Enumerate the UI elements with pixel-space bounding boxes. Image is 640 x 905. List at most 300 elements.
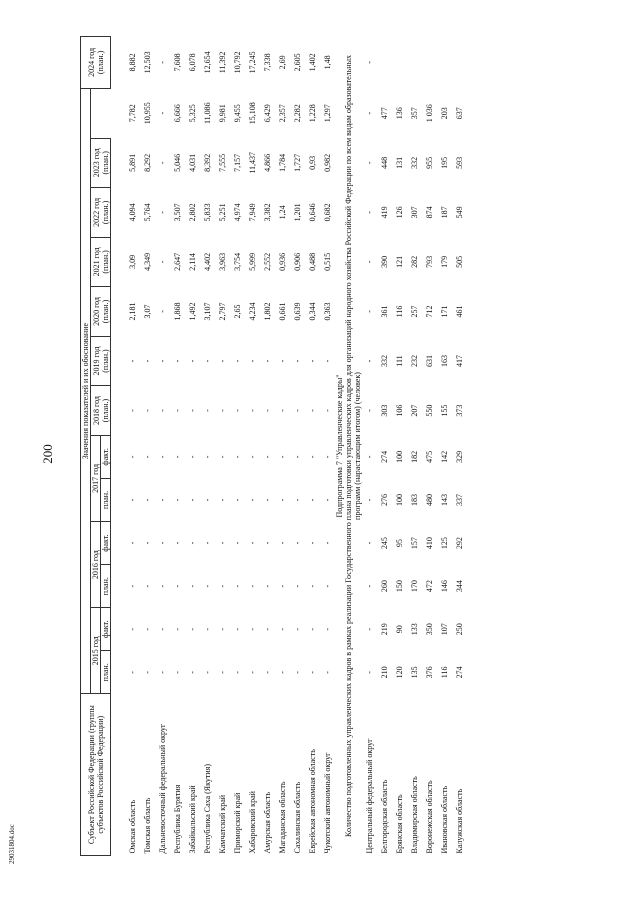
table-cell: - bbox=[203, 627, 212, 631]
year-2015-header: 2015 год bbox=[91, 608, 101, 694]
table-cell: 11,392 bbox=[218, 51, 227, 74]
col-2015-fact: факт. bbox=[101, 608, 111, 651]
col-2017-plan: план. bbox=[101, 478, 111, 521]
table-cell: 303 bbox=[380, 404, 389, 417]
col-2021: 2021 год (план.) bbox=[91, 237, 111, 287]
col-2017-fact: факт. bbox=[101, 435, 111, 478]
table-cell: 146 bbox=[440, 580, 449, 593]
table-cell: 171 bbox=[440, 305, 449, 318]
table-cell: - bbox=[293, 455, 302, 459]
table-cell: 203 bbox=[440, 107, 449, 120]
col-2019: 2019 год (план.) bbox=[91, 336, 111, 386]
table-cell: - bbox=[278, 627, 287, 631]
table-cell: - bbox=[233, 584, 242, 588]
table-cell: - bbox=[128, 409, 137, 412]
table-cell: 4,402 bbox=[203, 252, 212, 271]
table-cell: 187 bbox=[440, 206, 449, 219]
table-cell bbox=[377, 37, 392, 89]
table-cell: - bbox=[218, 584, 227, 588]
table-cell: - bbox=[233, 359, 242, 363]
table-cell: - bbox=[263, 584, 272, 588]
table-cell: 2,357 bbox=[278, 104, 287, 123]
table-row bbox=[125, 37, 140, 856]
table-cell: - bbox=[158, 61, 167, 64]
table-cell: - bbox=[143, 627, 152, 631]
table-cell: - bbox=[203, 455, 212, 459]
table-row bbox=[155, 37, 170, 856]
table-cell: 116 bbox=[395, 305, 404, 318]
table-cell: - bbox=[158, 671, 167, 674]
table-cell: 1,228 bbox=[308, 104, 317, 123]
table-cell: 155 bbox=[440, 404, 449, 417]
region-column-header: Субъект Российской Федерации (группы субъектов Российской Федерации) bbox=[81, 694, 111, 856]
table-cell: 0,363 bbox=[323, 302, 332, 321]
table-row bbox=[185, 37, 200, 856]
table-row bbox=[140, 37, 155, 856]
table-cell: 136 bbox=[395, 107, 404, 120]
table-cell: 3,09 bbox=[128, 254, 137, 269]
table-cell: 505 bbox=[455, 255, 464, 268]
table-cell: 712 bbox=[425, 305, 434, 318]
table-cell: - bbox=[365, 627, 374, 631]
table-cell: - bbox=[158, 627, 167, 631]
table-cell: - bbox=[233, 498, 242, 502]
table-cell: - bbox=[128, 584, 137, 588]
table-body bbox=[111, 37, 468, 856]
table-cell: - bbox=[158, 211, 167, 214]
table-cell: - bbox=[143, 498, 152, 502]
table-cell: 637 bbox=[455, 107, 464, 120]
table-cell: - bbox=[218, 359, 227, 363]
table-cell: 1,784 bbox=[278, 153, 287, 172]
table-cell: 1,802 bbox=[263, 302, 272, 321]
table-cell: - bbox=[278, 455, 287, 459]
table-cell: 7,338 bbox=[263, 53, 272, 72]
table-cell: 1,48 bbox=[323, 55, 332, 70]
table-cell: - bbox=[323, 671, 332, 674]
table-cell: 10,955 bbox=[143, 102, 152, 125]
table-cell: - bbox=[308, 455, 317, 459]
table-cell: 15,108 bbox=[248, 102, 257, 125]
table-cell: - bbox=[278, 671, 287, 674]
table-cell: - bbox=[308, 409, 317, 412]
table-cell: 1,201 bbox=[293, 203, 302, 222]
landscape-sheet bbox=[80, 36, 600, 856]
table-cell: 6,429 bbox=[263, 104, 272, 123]
table-cell: 5,764 bbox=[143, 203, 152, 222]
region-name: Дальневосточный федеральный округ bbox=[158, 723, 167, 854]
table-cell: 125 bbox=[440, 537, 449, 550]
table-cell: 131 bbox=[395, 156, 404, 169]
table-cell: 0,344 bbox=[308, 302, 317, 321]
table-cell: - bbox=[293, 409, 302, 412]
table-cell: - bbox=[158, 498, 167, 502]
table-cell: 0,682 bbox=[323, 203, 332, 222]
table-cell: - bbox=[263, 627, 272, 631]
region-name: Омская область bbox=[128, 800, 137, 854]
region-name: Брянская область bbox=[395, 794, 404, 854]
table-cell: - bbox=[173, 498, 182, 502]
section-row bbox=[335, 37, 344, 856]
document-code: 29031804.doc bbox=[8, 824, 16, 864]
table-cell: 100 bbox=[395, 493, 404, 506]
table-cell: 5,999 bbox=[248, 252, 257, 271]
table-cell: 5,046 bbox=[173, 153, 182, 172]
table-cell: - bbox=[365, 409, 374, 412]
region-name: Еврейская автономная область bbox=[308, 749, 317, 854]
table-cell: - bbox=[248, 671, 257, 674]
region-name: Амурская область bbox=[263, 792, 272, 854]
table-cell: 107 bbox=[440, 623, 449, 636]
table-cell: 135 bbox=[410, 666, 419, 679]
table-cell: - bbox=[233, 671, 242, 674]
table-cell: - bbox=[248, 584, 257, 588]
table-cell: - bbox=[158, 359, 167, 363]
table-cell: 1 036 bbox=[425, 104, 434, 123]
table-cell: 106 bbox=[395, 404, 404, 417]
year-2017-header: 2017 год bbox=[91, 435, 101, 521]
table-cell: 448 bbox=[380, 156, 389, 169]
table-cell: - bbox=[233, 627, 242, 631]
table-cell: - bbox=[248, 359, 257, 363]
table-cell: - bbox=[278, 359, 287, 363]
table-row bbox=[290, 37, 305, 856]
table-cell: - bbox=[293, 498, 302, 502]
table-cell: - bbox=[158, 584, 167, 588]
table-cell: 116 bbox=[440, 666, 449, 679]
table-cell: - bbox=[365, 359, 374, 363]
table-row bbox=[215, 37, 230, 856]
table-cell: - bbox=[263, 498, 272, 502]
table-cell: - bbox=[188, 409, 197, 412]
table-cell: 10,792 bbox=[233, 51, 242, 74]
table-cell: - bbox=[173, 359, 182, 363]
table-cell: 3,507 bbox=[173, 203, 182, 222]
table-cell: 3,963 bbox=[218, 252, 227, 271]
table-cell bbox=[452, 37, 467, 89]
table-cell: 475 bbox=[425, 450, 434, 463]
table-cell: - bbox=[248, 455, 257, 459]
table-header bbox=[81, 37, 111, 856]
table-cell: - bbox=[293, 627, 302, 631]
table-cell: 2,65 bbox=[233, 304, 242, 319]
table-cell: 549 bbox=[455, 206, 464, 219]
table-cell: - bbox=[233, 541, 242, 545]
table-row bbox=[170, 37, 185, 856]
table-cell: - bbox=[365, 498, 374, 502]
region-name: Хабаровский край bbox=[248, 791, 257, 854]
region-name: Центральный федеральный округ bbox=[365, 738, 374, 854]
table-cell: 90 bbox=[395, 625, 404, 634]
table-cell: 142 bbox=[440, 450, 449, 463]
table-cell: - bbox=[248, 409, 257, 412]
table-cell: 550 bbox=[425, 404, 434, 417]
region-name: Томская область bbox=[143, 797, 152, 854]
table-cell: 1,402 bbox=[308, 53, 317, 72]
table-cell: 8,882 bbox=[128, 53, 137, 72]
table-cell: - bbox=[308, 671, 317, 674]
col-2024: 2024 год (план.) bbox=[81, 37, 111, 89]
table-cell: 2,69 bbox=[278, 55, 287, 70]
table-cell: - bbox=[158, 541, 167, 545]
table-cell: 390 bbox=[380, 255, 389, 268]
table-cell: - bbox=[188, 627, 197, 631]
table-cell: 4,234 bbox=[248, 302, 257, 321]
table-cell: 7,782 bbox=[128, 104, 137, 123]
table-cell: - bbox=[173, 584, 182, 588]
table-cell: - bbox=[173, 541, 182, 545]
table-cell: 357 bbox=[410, 107, 419, 120]
table-cell: 274 bbox=[455, 666, 464, 679]
year-2016-header: 2016 год bbox=[91, 522, 101, 608]
table-cell: - bbox=[128, 359, 137, 363]
table-cell: 207 bbox=[410, 404, 419, 417]
table-cell: - bbox=[143, 671, 152, 674]
table-cell: - bbox=[188, 498, 197, 502]
table-cell: - bbox=[233, 455, 242, 459]
table-cell: 183 bbox=[410, 493, 419, 506]
table-cell: - bbox=[218, 498, 227, 502]
table-cell: - bbox=[203, 584, 212, 588]
table-cell: - bbox=[218, 541, 227, 545]
table-cell: - bbox=[188, 455, 197, 459]
table-cell: - bbox=[365, 455, 374, 459]
table-cell: 120 bbox=[395, 666, 404, 679]
table-cell bbox=[407, 37, 422, 89]
table-cell: 7,608 bbox=[173, 53, 182, 72]
table-cell: 195 bbox=[440, 156, 449, 169]
table-cell: - bbox=[173, 671, 182, 674]
table-row bbox=[275, 37, 290, 856]
table-cell: 332 bbox=[410, 156, 419, 169]
region-name: Сахалинская область bbox=[293, 781, 302, 854]
table-cell: - bbox=[188, 671, 197, 674]
table-row bbox=[260, 37, 275, 856]
table-row bbox=[392, 37, 407, 856]
table-cell: - bbox=[233, 409, 242, 412]
table-cell: 2,605 bbox=[293, 53, 302, 72]
table-cell: 480 bbox=[425, 493, 434, 506]
table-cell: - bbox=[278, 541, 287, 545]
region-name: Республика Бурятия bbox=[173, 784, 182, 854]
table-cell: 373 bbox=[455, 404, 464, 417]
table-cell: 793 bbox=[425, 255, 434, 268]
table-cell: 276 bbox=[380, 493, 389, 506]
table-cell: 133 bbox=[410, 623, 419, 636]
table-cell: - bbox=[293, 359, 302, 363]
table-cell: 292 bbox=[455, 537, 464, 550]
table-cell: 4,349 bbox=[143, 252, 152, 271]
table-cell: - bbox=[158, 161, 167, 165]
table-cell: 477 bbox=[380, 107, 389, 120]
table-cell: 232 bbox=[410, 355, 419, 368]
table-cell: 111 bbox=[395, 355, 404, 367]
table-row bbox=[305, 37, 320, 856]
region-name: Владимирская область bbox=[410, 776, 419, 854]
table-cell: - bbox=[323, 498, 332, 502]
table-cell: - bbox=[143, 541, 152, 545]
table-cell: - bbox=[188, 541, 197, 545]
table-cell: 1,297 bbox=[323, 104, 332, 123]
table-cell: 2,282 bbox=[293, 104, 302, 123]
table-cell: - bbox=[365, 541, 374, 545]
table-cell: 955 bbox=[425, 156, 434, 169]
table-cell: 182 bbox=[410, 450, 419, 463]
table-cell: 0,93 bbox=[308, 155, 317, 170]
col-2015-plan: план. bbox=[101, 651, 111, 694]
table-cell: 631 bbox=[425, 355, 434, 368]
table-cell: 376 bbox=[425, 666, 434, 679]
table-cell: - bbox=[323, 584, 332, 588]
table-row bbox=[377, 37, 392, 856]
table-cell: 4,031 bbox=[188, 153, 197, 172]
table-cell: 121 bbox=[395, 255, 404, 268]
table-row bbox=[452, 37, 467, 856]
table-cell: 11,086 bbox=[203, 102, 212, 125]
table-cell: 143 bbox=[440, 493, 449, 506]
table-cell: - bbox=[323, 541, 332, 545]
table-cell bbox=[392, 37, 407, 89]
region-name: Приморский край bbox=[233, 792, 242, 854]
table-row bbox=[362, 37, 377, 856]
table-cell: - bbox=[143, 359, 152, 363]
table-cell: 1,868 bbox=[173, 302, 182, 321]
table-cell: 150 bbox=[395, 580, 404, 593]
table-cell: 4,094 bbox=[128, 203, 137, 222]
table-row bbox=[230, 37, 245, 856]
table-cell: 361 bbox=[380, 305, 389, 318]
col-2020: 2020 год (план.) bbox=[91, 287, 111, 337]
table-cell: - bbox=[143, 584, 152, 588]
table-cell: - bbox=[365, 310, 374, 313]
table-row bbox=[437, 37, 452, 856]
table-cell: 0,639 bbox=[293, 302, 302, 321]
table-cell: 2,647 bbox=[173, 252, 182, 271]
table-cell: - bbox=[158, 310, 167, 313]
table-cell: - bbox=[263, 455, 272, 459]
table-cell: - bbox=[278, 409, 287, 412]
region-name: Республика Саха (Якутия) bbox=[203, 763, 212, 854]
table-cell: - bbox=[278, 584, 287, 588]
table-cell: - bbox=[218, 409, 227, 412]
table-cell: 3,754 bbox=[233, 252, 242, 271]
table-cell: 5,833 bbox=[203, 203, 212, 222]
table-cell: 2,552 bbox=[263, 252, 272, 271]
table-cell: 5,251 bbox=[218, 203, 227, 222]
table-cell: - bbox=[173, 409, 182, 412]
table-cell: 2,797 bbox=[218, 302, 227, 321]
table-cell: - bbox=[263, 541, 272, 545]
table-cell: - bbox=[365, 61, 374, 64]
table-cell: 0,936 bbox=[278, 252, 287, 271]
table-cell: 8,392 bbox=[203, 153, 212, 172]
table-cell: 0,661 bbox=[278, 302, 287, 321]
region-name: Чукотский автономный округ bbox=[323, 752, 332, 854]
table-cell: 163 bbox=[440, 355, 449, 368]
table-cell: 337 bbox=[455, 493, 464, 506]
table-cell: 0,646 bbox=[308, 203, 317, 222]
table-cell: 2,802 bbox=[188, 203, 197, 222]
table-cell: - bbox=[128, 455, 137, 459]
region-name: Магаданская область bbox=[278, 781, 287, 854]
table-cell: 260 bbox=[380, 580, 389, 593]
table-cell: 219 bbox=[380, 623, 389, 636]
table-cell: 0,906 bbox=[293, 252, 302, 271]
table-cell: 95 bbox=[395, 539, 404, 548]
table-cell: - bbox=[308, 541, 317, 545]
table-cell: 461 bbox=[455, 305, 464, 318]
table-cell: 100 bbox=[395, 450, 404, 463]
table-cell: - bbox=[218, 455, 227, 459]
table-cell: - bbox=[188, 359, 197, 363]
table-cell: 3,07 bbox=[143, 304, 152, 319]
table-cell: 7,157 bbox=[233, 153, 242, 172]
table-cell: - bbox=[203, 409, 212, 412]
region-name: Белгородская область bbox=[380, 779, 389, 854]
table-cell: - bbox=[158, 260, 167, 264]
table-row bbox=[320, 37, 335, 856]
table-cell: - bbox=[293, 671, 302, 674]
table-cell: - bbox=[323, 627, 332, 631]
table-cell: 3,107 bbox=[203, 302, 212, 321]
table-row bbox=[422, 37, 437, 856]
table-cell: 8,292 bbox=[143, 153, 152, 172]
table-cell: 329 bbox=[455, 450, 464, 463]
table-cell: 332 bbox=[380, 355, 389, 368]
table-cell: - bbox=[143, 409, 152, 412]
region-name: Ивановская область bbox=[440, 785, 449, 854]
table-cell: - bbox=[173, 627, 182, 631]
table-cell: 874 bbox=[425, 206, 434, 219]
region-name: Воронежская область bbox=[425, 780, 434, 854]
table-cell: 9,455 bbox=[233, 104, 242, 123]
region-name: Забайкальский край bbox=[188, 785, 197, 854]
table-row bbox=[407, 37, 422, 856]
table-cell: 410 bbox=[425, 537, 434, 550]
table-cell: - bbox=[173, 455, 182, 459]
table-cell: 4,866 bbox=[263, 153, 272, 172]
section-title: Подпрограмма 7 "Управленческие кадры" bbox=[335, 374, 344, 518]
table-cell bbox=[437, 37, 452, 89]
table-cell: - bbox=[203, 671, 212, 674]
table-cell: 419 bbox=[380, 206, 389, 219]
col-2023: 2023 год (план.) bbox=[91, 138, 111, 188]
table-cell: 350 bbox=[425, 623, 434, 636]
table-cell: - bbox=[203, 498, 212, 502]
table-cell: - bbox=[203, 541, 212, 545]
table-cell: - bbox=[278, 498, 287, 502]
table-cell: - bbox=[248, 627, 257, 631]
table-cell: 4,974 bbox=[233, 203, 242, 222]
table-row bbox=[245, 37, 260, 856]
table-cell: 157 bbox=[410, 537, 419, 550]
table-cell: - bbox=[365, 260, 374, 264]
table-cell: 274 bbox=[380, 450, 389, 463]
indicator-table bbox=[80, 36, 467, 856]
table-cell: - bbox=[263, 409, 272, 412]
table-cell: - bbox=[263, 359, 272, 363]
table-cell: - bbox=[158, 455, 167, 459]
table-cell: - bbox=[128, 627, 137, 631]
table-cell: - bbox=[263, 671, 272, 674]
table-cell: - bbox=[218, 627, 227, 631]
indicator-description: Количество подготовленных управленческих кадров в рамках реализации Государственного плана подготовки управленческих кадров для организаций народного хозяйства Российской Федерации по всем видам образовательных программ (нарастающим итогом) (человек) bbox=[344, 55, 362, 837]
table-cell: 0,515 bbox=[323, 252, 332, 271]
table-cell: - bbox=[365, 161, 374, 165]
table-cell: 7,555 bbox=[218, 153, 227, 172]
table-cell: - bbox=[203, 359, 212, 363]
table-cell: - bbox=[365, 111, 374, 115]
